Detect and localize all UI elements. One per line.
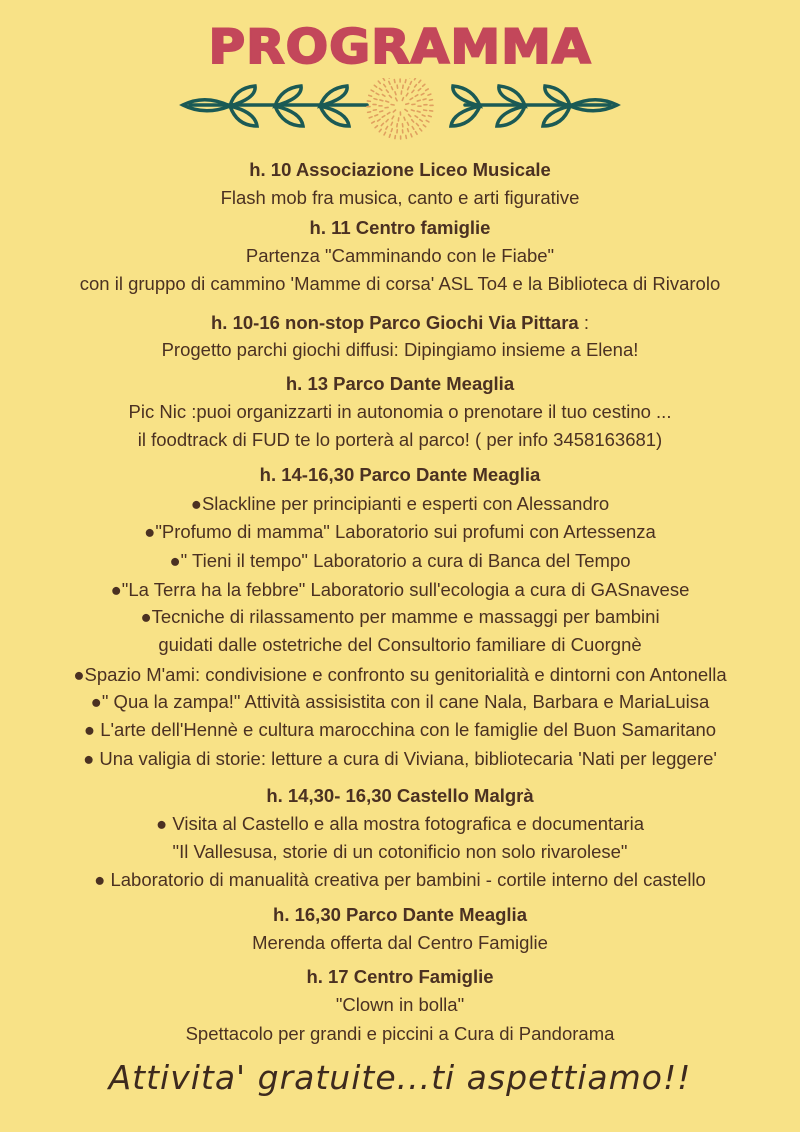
schedule-detail [0,244,800,268]
line-text: h. 10-16 non-stop Parco Giochi Via Pittara [211,312,579,333]
line-text: ● Una valigia di storie: letture a cura di Viviana, bibliotecaria 'Nati per leggere' [83,748,717,769]
footer-message: Attivita' gratuite...ti aspettiamo!! [108,1058,692,1097]
line-text: h. 10 Associazione Liceo Musicale [249,159,551,180]
line-text: h. 17 Centro Famiglie [306,966,494,987]
line-text: Spettacolo per grandi e piccini a Cura di Pandorama [185,1023,615,1044]
line-text: ●Slackline per principianti e esperti con Alessandro [190,493,610,514]
page-title: PROGRAMMA [208,19,592,75]
line-text: h. 14,30- 16,30 Castello Malgrà [266,785,534,806]
line-text: ● L'arte dell'Hennè e cultura marocchina con le famiglie del Buon Samaritano [83,719,717,740]
schedule-heading [0,311,800,335]
schedule-detail [0,1022,800,1046]
line-text: Pic Nic :puoi organizzarti in autonomia o prenotare il tuo cestino ... [128,401,672,422]
line-text: ●" Qua la zampa!" Attività assisistita con il cane Nala, Barbara e MariaLuisa [90,691,710,712]
line-text: "Clown in bolla" [335,994,465,1015]
schedule-heading [0,463,800,487]
schedule-detail [0,690,800,714]
schedule-detail [0,718,800,742]
line-text: ●Spazio M'ami: condivisione e confronto su genitorialità e dintorni con Antonella [73,664,727,685]
line-text: "Il Vallesusa, storie di un cotonificio non solo rivarolese" [172,841,628,862]
line-text: guidati dalle ostetriche del Consultorio familiare di Cuorgnè [158,634,642,655]
schedule-detail [0,840,800,864]
schedule-heading [0,965,800,989]
schedule-detail [0,931,800,955]
schedule-detail [0,338,800,362]
line-text: Progetto parchi giochi diffusi: Dipingiamo insieme a Elena! [161,339,639,360]
line-text: con il gruppo di cammino 'Mamme di corsa' ASL To4 e la Biblioteca di Rivarolo [79,273,721,294]
line-text: h. 16,30 Parco Dante Meaglia [273,904,527,925]
leaf-ornament-icon [175,78,625,148]
line-text: ●Tecniche di rilassamento per mamme e massaggi per bambini [140,606,660,627]
schedule-detail [0,549,800,573]
schedule-detail [0,400,800,424]
schedule-heading [0,216,800,240]
schedule-detail [0,578,800,602]
line-text: ● Laboratorio di manualità creativa per bambini - cortile interno del castello [94,869,706,890]
schedule-detail [0,520,800,544]
schedule-heading [0,903,800,927]
line-text: ●" Tieni il tempo" Laboratorio a cura di Banca del Tempo [169,550,631,571]
schedule-heading [0,158,800,182]
line-text: h. 13 Parco Dante Meaglia [285,373,515,394]
line-text: Merenda offerta dal Centro Famiglie [252,932,548,953]
line-text: h. 11 Centro famiglie [309,217,491,238]
line-text: Flash mob fra musica, canto e arti figurative [220,187,580,208]
schedule-detail [0,993,800,1017]
schedule-detail [0,747,800,771]
line-text: il foodtrack di FUD te lo porterà al parco! ( per info 3458163681) [137,429,663,450]
schedule-detail [0,428,800,452]
line-text: h. 14-16,30 Parco Dante Meaglia [259,464,541,485]
schedule-detail [0,186,800,210]
line-text: ●"Profumo di mamma" Laboratorio sui profumi con Artessenza [144,521,656,542]
line-text: Partenza "Camminando con le Fiabe" [245,245,555,266]
schedule-heading [0,372,800,396]
schedule-detail [0,492,800,516]
schedule-detail [0,663,800,687]
line-text: ● Visita al Castello e alla mostra fotografica e documentaria [156,813,644,834]
schedule-detail [0,812,800,836]
line-text: ●"La Terra ha la febbre" Laboratorio sull'ecologia a cura di GASnavese [110,579,690,600]
line-suffix: : [578,312,589,333]
schedule-detail [0,868,800,892]
schedule-detail [0,633,800,657]
schedule-detail [0,272,800,296]
schedule-detail [0,605,800,629]
schedule-heading [0,784,800,808]
